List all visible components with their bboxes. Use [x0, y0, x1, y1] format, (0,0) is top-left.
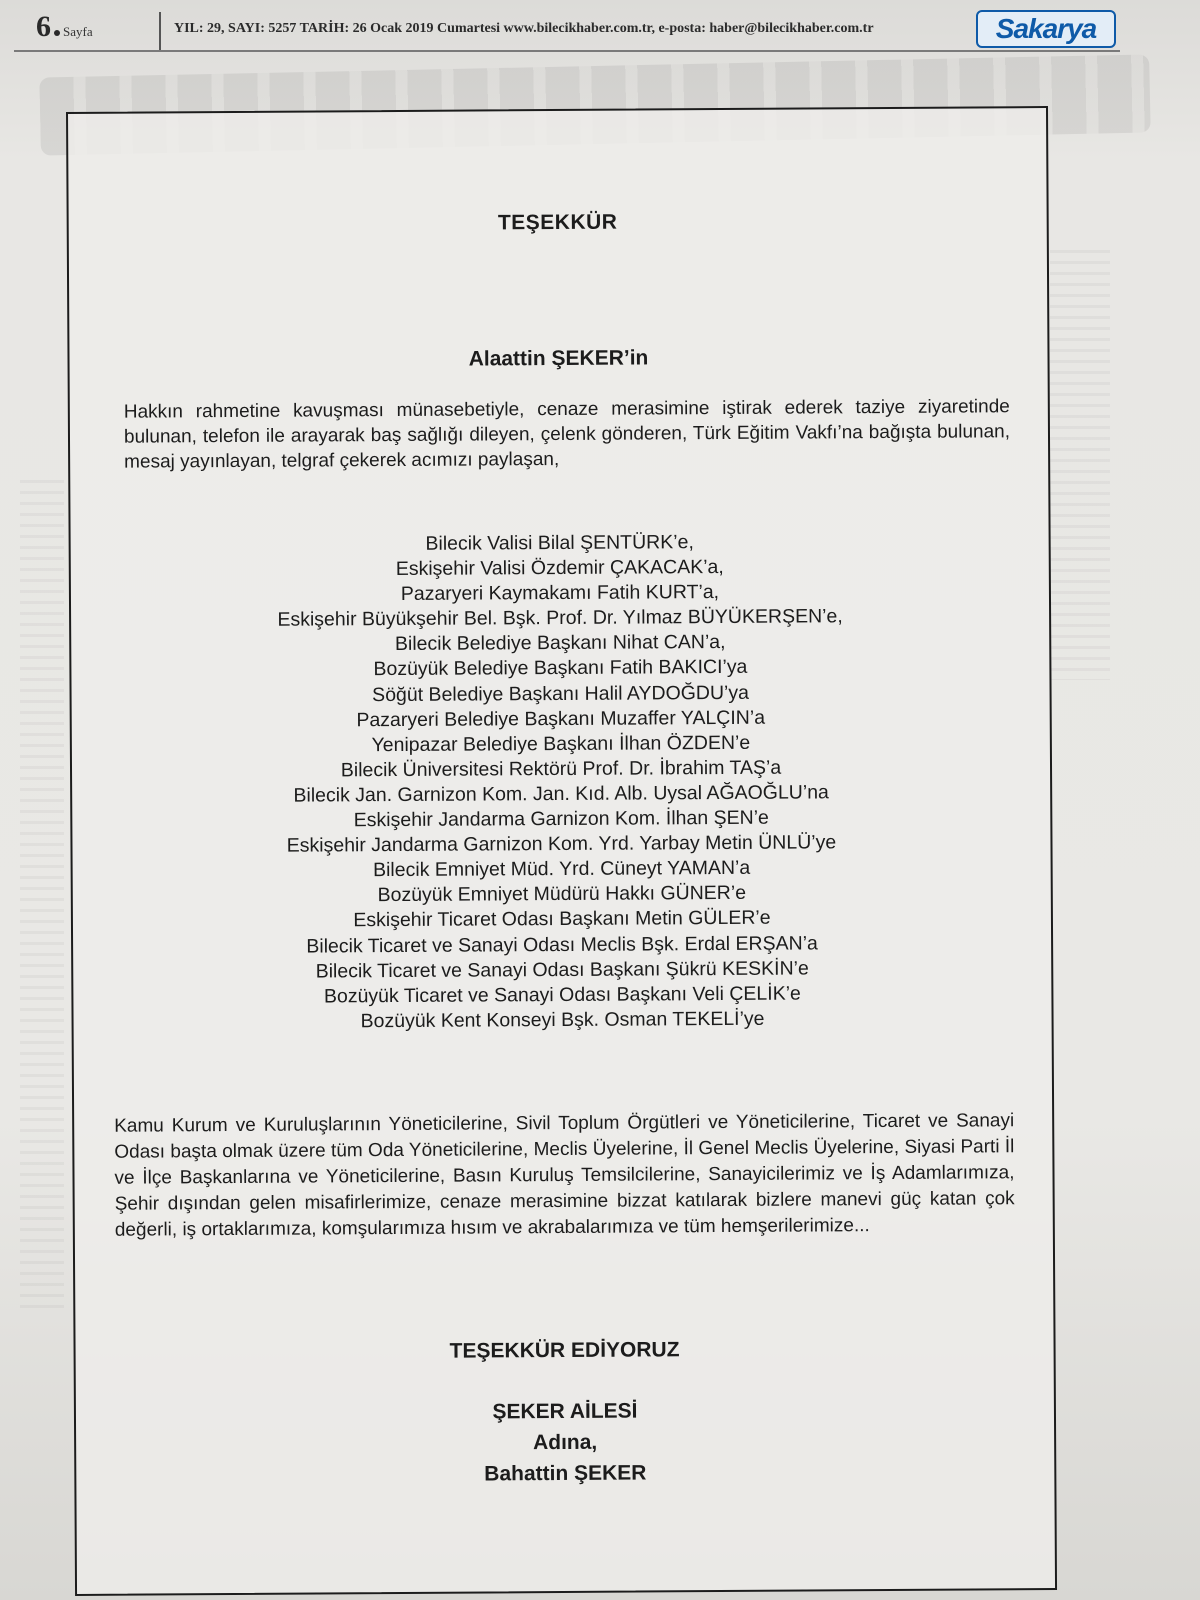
- announcement-title: TEŞEKKÜR: [497, 210, 618, 235]
- newspaper-logo: [976, 10, 1116, 48]
- recipient-line: Bilecik Üniversitesi Rektörü Prof. Dr. İbrahim TAŞ’a: [340, 756, 782, 782]
- page-number: 6: [36, 10, 51, 43]
- recipient-line: Bozüyük Emniyet Müdürü Hakkı GÜNER’e: [377, 882, 747, 907]
- recipient-line: Bilecik Valisi Bilal ŞENTÜRK’e,: [425, 531, 694, 555]
- recipient-line: Pazaryeri Kaymakamı Fatih KURT’a,: [400, 581, 720, 606]
- logo-text: Sakarya: [995, 13, 1097, 44]
- closing-paragraph: Kamu Kurum ve Kuruluşlarının Yöneticilerine, Sivil Toplum Örgütleri ve Yöneticilerine, Ticaret ve Sanayi Odası başta olmak üzere tüm Oda Yöneticilerine, Meclis Üyelerine, İl Genel Meclis Üyelerine, Siyasi Parti İl ve İlçe Başkanlarına ve Yöneticilerine, Basın Kuruluş Temsilcilerine, Sanayicilerimiz ve İş Adamlarımıza, Şehir dışından gelen misafirlerimize, cenaze merasimine bizzat katılarak bizlere manevi güç katan çok değerli, iş ortaklarımıza, komşularımıza hısım ve akrabalarımıza ve tüm hemşerilerimize...: [114, 1110, 1015, 1241]
- family-name: ŞEKER AİLESİ: [492, 1399, 638, 1424]
- page-label: Sayfa: [63, 24, 93, 39]
- recipient-line: Bilecik Jan. Garnizon Kom. Jan. Kıd. Alb. Uysal AĞAOĞLU’na: [293, 781, 829, 807]
- masthead: [14, 8, 1120, 52]
- dot-icon: [54, 30, 60, 36]
- deceased-name: Alaattin ŞEKER’in: [468, 346, 649, 371]
- on-behalf-label: Adına,: [532, 1430, 598, 1455]
- recipient-line: Söğüt Belediye Başkanı Halil AYDOĞDU’ya: [372, 681, 750, 706]
- masthead-divider: [159, 12, 161, 50]
- recipient-list: [71, 528, 1052, 1036]
- recipient-line: Eskişehir Jandarma Garnizon Kom. İlhan ŞEN’e: [353, 806, 769, 832]
- recipient-line: Bilecik Belediye Başkanı Nihat CAN’a,: [394, 631, 726, 656]
- recipient-line: Eskişehir Büyükşehir Bel. Bşk. Prof. Dr. Yılmaz BÜYÜKERŞEN’e,: [277, 605, 843, 631]
- recipient-line: Bozüyük Belediye Başkanı Fatih BAKICI’ya: [373, 656, 748, 681]
- recipient-line: Eskişehir Ticaret Odası Başkanı Metin GÜLER’e: [353, 907, 771, 932]
- recipient-line: Bozüyük Ticaret ve Sanayi Odası Başkanı Veli ÇELİK’e: [323, 982, 801, 1008]
- signature-block: [76, 1393, 1055, 1492]
- recipient-line: Eskişehir Valisi Özdemir ÇAKACAK’a,: [395, 556, 724, 581]
- recipient-line: Bilecik Ticaret ve Sanayi Odası Başkanı Şükrü KESKİN’e: [315, 957, 809, 983]
- recipient-line: Bilecik Emniyet Müd. Yrd. Cüneyt YAMAN’a: [372, 857, 751, 882]
- bleed-through-column-right: [1050, 250, 1110, 680]
- thank-you-announcement: [66, 106, 1057, 1596]
- thanks-line: TEŞEKKÜR EDİYORUZ: [449, 1338, 680, 1363]
- signatory-name: Bahattin ŞEKER: [484, 1461, 647, 1486]
- recipient-line: Yenipazar Belediye Başkanı İlhan ÖZDEN’e: [371, 731, 751, 756]
- intro-paragraph: Hakkın rahmetine kavuşması münasebetiyle, cenaze merasimine iştirak ederek taziye ziyaretinde bulunan, telefon ile arayarak baş sağlığı dileyen, çelenk gönderen, Türk Eğitim Vakfı’na bağışta bulunan, mesaj yayınlayan, telgraf çekerek acımızı paylaşan,: [123, 396, 1011, 473]
- bleed-through-column-left: [20, 480, 64, 1310]
- recipient-line: Eskişehir Jandarma Garnizon Kom. Yrd. Yarbay Metin ÜNLÜ’ye: [286, 831, 837, 857]
- recipient-line: Bilecik Ticaret ve Sanayi Odası Meclis Bşk. Erdal ERŞAN’a: [306, 931, 818, 958]
- recipient-line: Pazaryeri Belediye Başkanı Muzaffer YALÇIN’a: [356, 706, 766, 731]
- recipient-line: Bozüyük Kent Konseyi Bşk. Osman TEKELİ’ye: [360, 1007, 765, 1032]
- issue-info: YIL: 29, SAYI: 5257 TARİH: 26 Ocak 2019 Cumartesi www.bilecikhaber.com.tr, e-posta: haber@bilecikhaber.com.tr: [174, 21, 874, 36]
- page-number-block: [36, 10, 93, 44]
